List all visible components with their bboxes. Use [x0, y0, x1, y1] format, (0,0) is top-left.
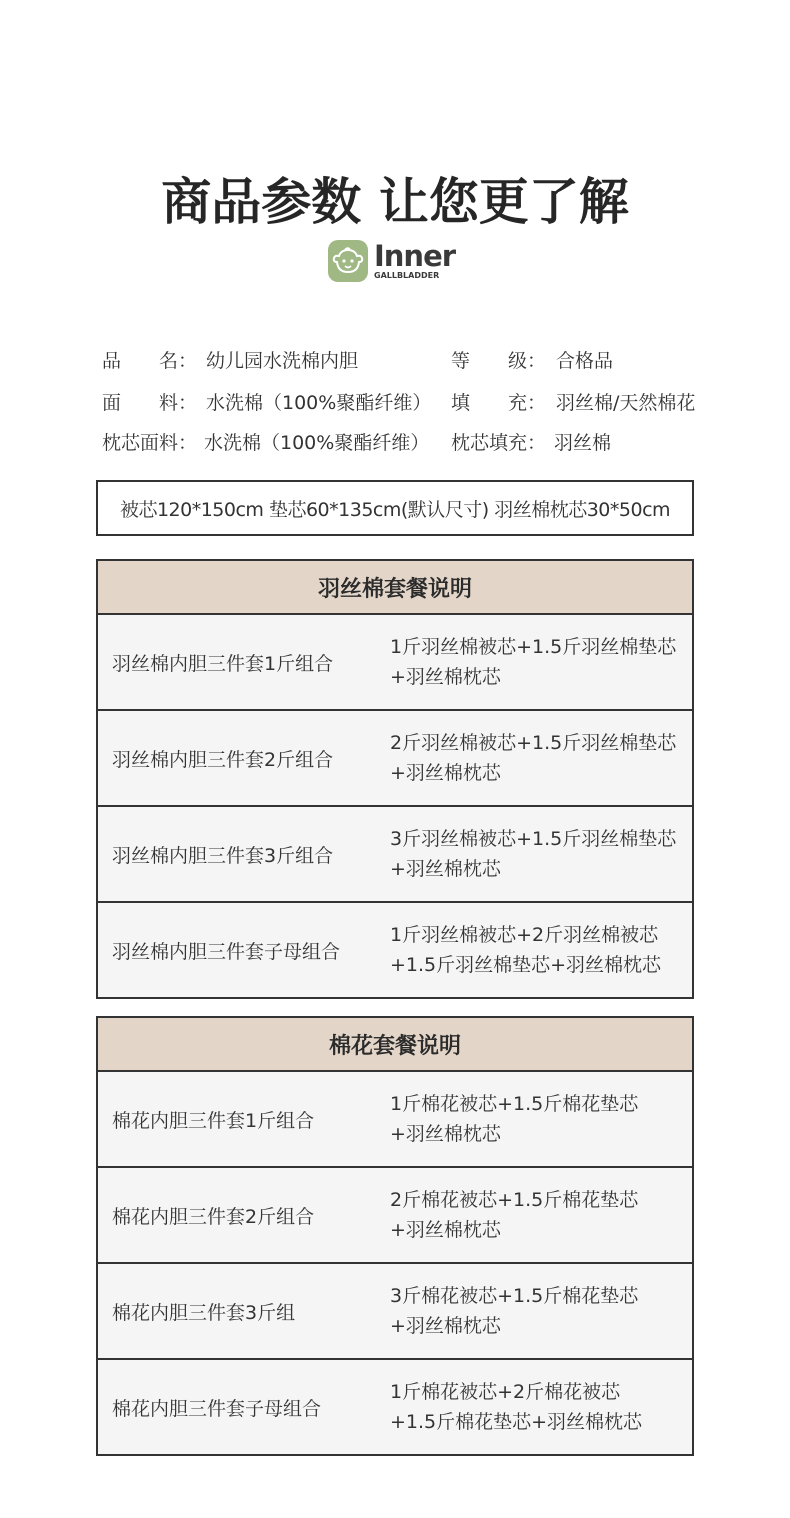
param-value: 水洗棉（100%聚酯纤维） [204, 432, 430, 454]
package-desc-line: +羽丝棉枕芯 [390, 858, 501, 880]
package-desc-line: 2斤棉花被芯+1.5斤棉花垫芯 [390, 1189, 639, 1211]
package-desc-line: 1斤棉花被芯+2斤棉花被芯 [390, 1381, 621, 1403]
page-title: 商品参数 让您更了解 [161, 173, 629, 231]
package-desc-line: 1斤羽丝棉被芯+2斤羽丝棉被芯 [390, 924, 659, 946]
param-key: 枕芯填充： [451, 432, 547, 454]
package-desc [390, 1281, 692, 1341]
table-row [98, 1360, 692, 1454]
param-value: 羽丝棉 [554, 432, 612, 454]
package-desc-line: +羽丝棉枕芯 [390, 666, 501, 688]
package-desc-line: +羽丝棉枕芯 [390, 1123, 501, 1145]
package-desc-line: 3斤棉花被芯+1.5斤棉花垫芯 [390, 1285, 639, 1307]
package-desc-line: +羽丝棉枕芯 [390, 762, 501, 784]
param-value: 水洗棉（100%聚酯纤维） [206, 392, 432, 414]
param-row [102, 428, 722, 464]
brand-logo [328, 240, 455, 282]
package-desc [390, 920, 692, 980]
package-desc [390, 728, 692, 788]
package-desc [390, 824, 692, 884]
package-desc [390, 1089, 692, 1149]
package-name: 羽丝棉内胆三件套子母组合 [112, 940, 341, 963]
logo-sub-text: GALLBLADDER [374, 271, 440, 280]
package-table-cotton [96, 1016, 694, 1456]
package-name: 羽丝棉内胆三件套3斤组合 [112, 844, 334, 867]
baby-face-icon [328, 240, 368, 282]
param-row [102, 346, 722, 382]
table-row [98, 615, 692, 711]
param-row [102, 388, 722, 424]
size-note: 被芯120*150cm 垫芯60*135cm(默认尺寸) 羽丝棉枕芯30*50cm [96, 480, 694, 536]
logo-main-text: Inner [374, 239, 456, 273]
package-table-title: 羽丝棉套餐说明 [98, 561, 692, 615]
table-row [98, 1168, 692, 1264]
package-desc-line: 1斤羽丝棉被芯+1.5斤羽丝棉垫芯 [390, 636, 677, 658]
package-desc-line: 1斤棉花被芯+1.5斤棉花垫芯 [390, 1093, 639, 1115]
package-name: 棉花内胆三件套子母组合 [112, 1397, 322, 1420]
table-row [98, 903, 692, 997]
table-row [98, 1264, 692, 1360]
package-desc-line: +1.5斤棉花垫芯+羽丝棉枕芯 [390, 1411, 643, 1433]
param-value: 幼儿园水洗棉内胆 [206, 350, 359, 372]
package-desc-line: +1.5斤羽丝棉垫芯+羽丝棉枕芯 [390, 954, 662, 976]
logo-text [374, 239, 456, 280]
package-table-title: 棉花套餐说明 [98, 1018, 692, 1072]
table-row [98, 807, 692, 903]
param-key: 品 名： [102, 350, 198, 372]
package-desc [390, 632, 692, 692]
package-name: 羽丝棉内胆三件套2斤组合 [112, 748, 334, 771]
param-key: 等 级： [451, 350, 547, 372]
package-desc [390, 1185, 692, 1245]
param-key: 面 料： [102, 392, 198, 414]
package-name: 羽丝棉内胆三件套1斤组合 [112, 652, 334, 675]
param-value: 合格品 [556, 350, 614, 372]
param-key: 枕芯面料： [102, 432, 198, 454]
package-desc-line: 2斤羽丝棉被芯+1.5斤羽丝棉垫芯 [390, 732, 677, 754]
param-key: 填 充： [451, 392, 547, 414]
package-desc [390, 1377, 692, 1437]
package-desc-line: +羽丝棉枕芯 [390, 1219, 501, 1241]
package-table-polyester [96, 559, 694, 999]
package-name: 棉花内胆三件套3斤组 [112, 1301, 296, 1324]
package-name: 棉花内胆三件套2斤组合 [112, 1205, 315, 1228]
package-desc-line: +羽丝棉枕芯 [390, 1315, 501, 1337]
package-desc-line: 3斤羽丝棉被芯+1.5斤羽丝棉垫芯 [390, 828, 677, 850]
table-row [98, 1072, 692, 1168]
package-name: 棉花内胆三件套1斤组合 [112, 1109, 315, 1132]
param-value: 羽丝棉/天然棉花 [556, 392, 696, 414]
table-row [98, 711, 692, 807]
